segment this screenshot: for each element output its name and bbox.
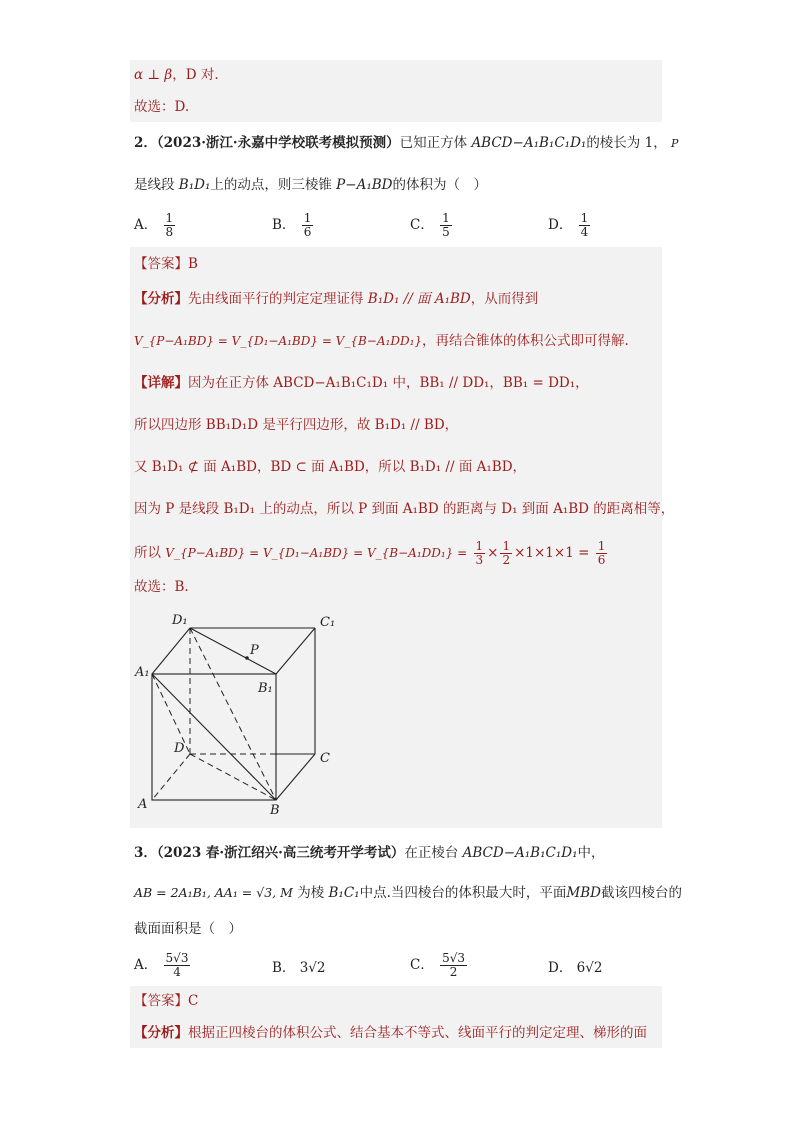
q2-analysis-line2 [134, 332, 629, 350]
label-d1: D₁ [172, 613, 188, 628]
analysis-text: 根据正四棱台的体积公式、结合基本不等式、线面平行的判定定理、梯形的面 [188, 1025, 647, 1041]
analysis-line2-rest: ，再结合锥体的体积公式即可得解. [422, 333, 629, 349]
q3-solid: ABCD−A₁B₁C₁D₁ [462, 845, 578, 861]
q3-answer: 【答案】C [134, 993, 199, 1009]
option-label: A． [134, 217, 158, 233]
q3-plane: MBD [566, 885, 601, 901]
option-label: B． [272, 217, 296, 233]
fraction: $\frac{5√3}{4}$ [165, 951, 189, 979]
numerator: 1 [580, 211, 589, 225]
analysis-text-a: 先由线面平行的判定定理证得 [188, 291, 364, 307]
q3-stem-line1 [134, 844, 605, 862]
q3-stem-d: 中点.当四棱台的体积最大时，平面 [359, 885, 567, 901]
fraction-one-half: $\frac{1}{2}$ [502, 539, 511, 567]
denominator: 5 [442, 225, 450, 239]
q2-option-b [272, 212, 315, 239]
q2-stem-c: 是线段 [134, 177, 175, 193]
q2-stem-d: 上的动点，则三棱锥 [210, 177, 332, 193]
fraction [579, 212, 591, 239]
q3-stem-a: 在正棱台 [404, 845, 459, 861]
q2-stem-line2 [134, 176, 487, 194]
option-label: D． [548, 217, 573, 233]
analysis-text-c: ，从而得到 [470, 291, 539, 307]
q2-detail-line3: 又 B₁D₁ ⊄ 面 A₁BD，BD ⊂ 面 A₁BD，所以 B₁D₁ // 面 A₁BD， [134, 459, 527, 475]
q3-source: （2023 春·浙江绍兴·高三统考开学考试） [156, 845, 405, 861]
numerator: 1 [165, 211, 174, 225]
detail5-equation: V_{P−A₁BD} = V_{D₁−A₁BD} = V_{B−A₁DD₁} = [165, 546, 468, 560]
fraction [440, 212, 452, 239]
fraction: $\frac{5√3}{2}$ [442, 951, 466, 979]
q2-pyramid: P−A₁BD [336, 177, 393, 193]
denominator: 8 [165, 225, 174, 239]
q2-option-d [548, 212, 592, 239]
option-label: B． [272, 960, 296, 976]
option-label: C． [410, 957, 434, 973]
perp-expression: α ⊥ β [134, 67, 173, 83]
label-d: D [174, 741, 185, 756]
q3-option-d [548, 956, 602, 976]
label-p: P [250, 643, 259, 658]
option-label: A． [134, 957, 158, 973]
prev-solution-line [134, 66, 219, 84]
point-p [245, 656, 249, 660]
q2-point-p: P [671, 137, 679, 150]
denominator: 4 [580, 225, 589, 239]
label-c: C [320, 751, 330, 766]
fraction [302, 212, 314, 239]
fraction-one-sixth: $\frac{1}{6}$ [597, 539, 606, 567]
label-b: B [270, 803, 280, 818]
label-c1: C₁ [320, 615, 336, 630]
numerator: 1 [303, 211, 312, 225]
q2-stem-line1 [134, 134, 678, 153]
q2-segment: B₁D₁ [178, 177, 211, 193]
option-label: D． [548, 960, 573, 976]
q2-detail-line1 [134, 374, 589, 392]
option-label: C． [410, 217, 434, 233]
detail-tag: 【详解】 [134, 375, 188, 391]
q2-option-c [410, 212, 454, 239]
q3-stem-b: 中， [577, 845, 605, 861]
numerator: 1 [442, 211, 450, 225]
prev-solution-text: ，D 对. [172, 67, 219, 83]
detail5-tail: ×1×1×1 = [514, 545, 590, 561]
option-value: 3√2 [299, 960, 326, 976]
q2-conclusion: 故选：B. [134, 579, 189, 595]
q3-analysis [134, 1024, 647, 1042]
q2-stem-b: 的棱长为 1， [586, 135, 667, 151]
q3-stem-c: 为棱 [297, 885, 325, 901]
q2-source: （2023·浙江·永嘉中学校联考模拟预测） [156, 135, 400, 151]
option-value: 6√2 [576, 960, 603, 976]
denominator: 6 [303, 225, 312, 239]
fraction-one-third: $\frac{1}{3}$ [475, 539, 484, 567]
q3-stem-e: 截该四棱台的 [600, 885, 682, 901]
q3-option-c [410, 952, 469, 979]
q2-stem-e: 的体积为（ ） [392, 177, 487, 193]
q2-answer: 【答案】B [134, 256, 198, 272]
q3-option-b [272, 956, 326, 976]
cube-figure [130, 606, 662, 828]
q3-stem-line3: 截面面积是（ ） [134, 921, 242, 937]
label-b1: B₁ [258, 681, 273, 696]
fraction [164, 212, 176, 239]
q2-number: 2． [134, 135, 157, 151]
analysis-tag: 【分析】 [134, 291, 188, 307]
q3-conditions: AB = 2A₁B₁, AA₁ = √3, M [134, 885, 293, 900]
label-a1: A₁ [135, 665, 150, 680]
q2-cube-b: A₁B₁C₁D₁ [523, 135, 587, 151]
q2-detail-line4: 因为 P 是线段 B₁D₁ 上的动点，所以 P 到面 A₁BD 的距离与 D₁ 到面 A₁BD 的距离相等， [134, 501, 675, 517]
q3-number: 3． [134, 845, 157, 861]
q3-stem-line2 [134, 884, 682, 902]
analysis-tag: 【分析】 [134, 1025, 188, 1041]
q2-detail-line2: 所以四边形 BB₁D₁D 是平行四边形，故 B₁D₁ // BD， [134, 417, 459, 433]
q2-stem-a: 已知正方体 [399, 135, 468, 151]
q3-option-a [134, 952, 192, 979]
q2-option-a [134, 212, 177, 239]
detail5-prefix: 所以 [134, 545, 161, 561]
q2-detail-line5: 所以 V_{P−A₁BD} = V_{D₁−A₁BD} = V_{B−A₁DD₁} = $\frac{1}{3}$ × $\frac{1}{2}$ ×1×1×1 = $\frac{1}{6}$ [134, 539, 606, 567]
q3-edge: B₁C₁ [328, 885, 360, 901]
q2-analysis-line1 [134, 290, 538, 308]
cube-diagram [130, 606, 662, 828]
volume-equation: V_{P−A₁BD} = V_{D₁−A₁BD} = V_{B−A₁DD₁} [134, 334, 423, 348]
label-a: A [138, 797, 148, 812]
analysis-math: B₁D₁ // 面 A₁BD [367, 291, 471, 307]
prev-conclusion: 故选：D. [134, 99, 190, 115]
q2-cube-a: ABCD− [471, 135, 524, 151]
detail-text-1: 因为在正方体 ABCD−A₁B₁C₁D₁ 中，BB₁ // DD₁，BB₁ = DD₁， [188, 375, 589, 391]
